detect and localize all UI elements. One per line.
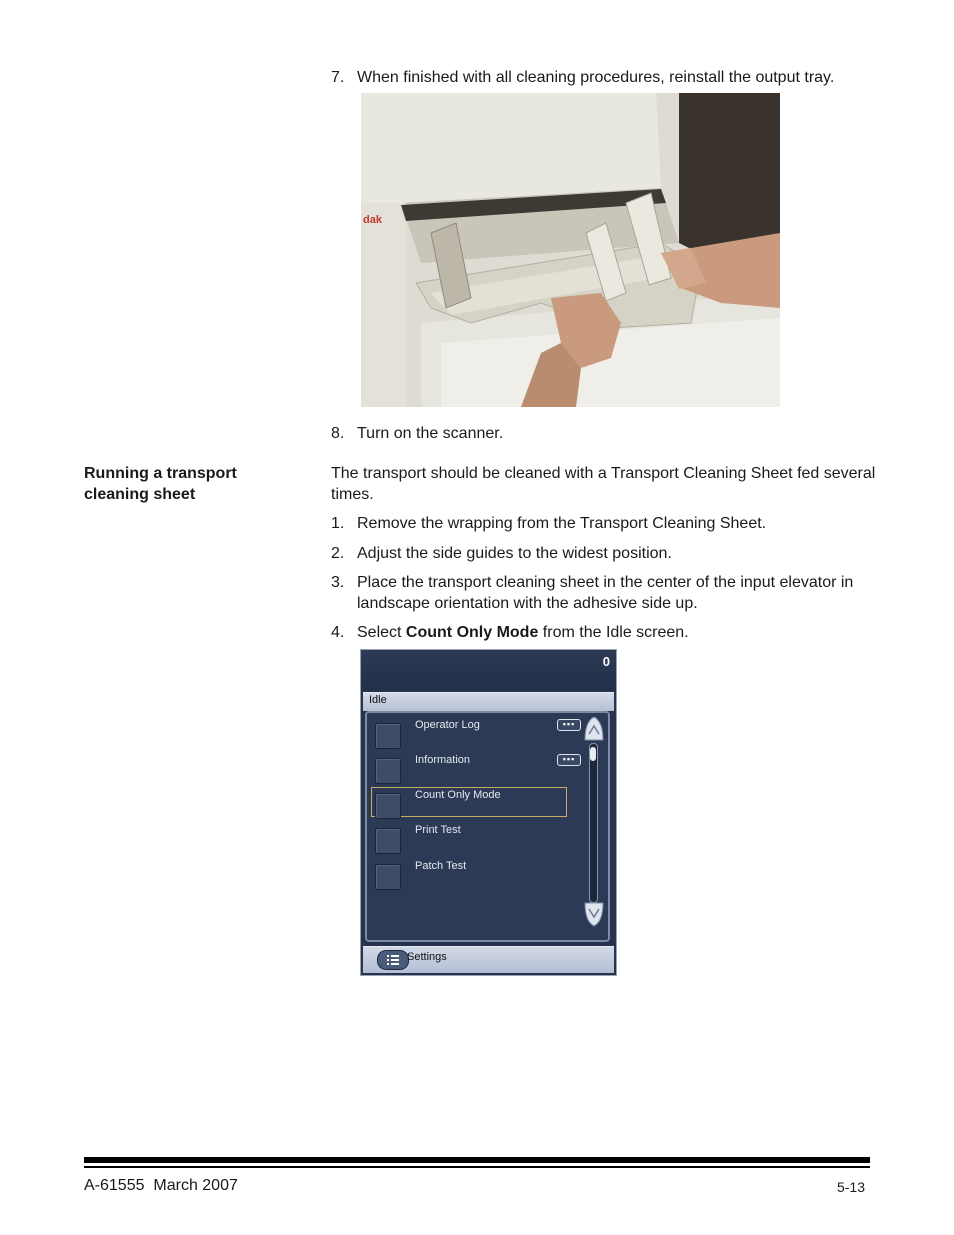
more-options-icon[interactable]: ▪▪▪ bbox=[557, 754, 581, 766]
step-text: Turn on the scanner. bbox=[357, 425, 504, 442]
step-number: 1. bbox=[331, 515, 345, 532]
step-number: 3. bbox=[331, 574, 345, 591]
screen-title-bar bbox=[363, 692, 614, 711]
item-checkbox[interactable] bbox=[375, 864, 401, 890]
menu-item-patch-test[interactable] bbox=[371, 858, 571, 888]
menu-item-label: Operator Log bbox=[415, 719, 480, 731]
list-settings-icon bbox=[378, 951, 408, 969]
section-intro: The transport should be cleaned with a Transport Cleaning Sheet fed several times. bbox=[331, 465, 876, 503]
menu-item-count-only-mode[interactable] bbox=[371, 787, 567, 817]
step-number: 4. bbox=[331, 624, 345, 641]
step-number: 7. bbox=[331, 69, 345, 86]
screen-footer-bar bbox=[363, 946, 614, 973]
section-heading: Running a transport cleaning sheet bbox=[84, 465, 237, 503]
menu-item-operator-log[interactable] bbox=[371, 717, 571, 747]
scanner-idle-screen bbox=[360, 649, 617, 976]
item-checkbox[interactable] bbox=[375, 723, 401, 749]
step-number: 2. bbox=[331, 545, 345, 562]
brand-logo: dak bbox=[363, 214, 382, 226]
step-text: Remove the wrapping from the Transport Cleaning Sheet. bbox=[357, 515, 767, 532]
menu-panel bbox=[365, 711, 610, 942]
scroll-up-icon[interactable] bbox=[583, 716, 605, 742]
scanner-photo-illustration bbox=[361, 93, 780, 407]
page-counter: 0 bbox=[602, 654, 610, 669]
step-number: 8. bbox=[331, 425, 345, 442]
settings-label: Settings bbox=[407, 951, 447, 963]
document-id-date: A-61555 March 2007 bbox=[84, 1177, 238, 1194]
step-text-pre: Select bbox=[357, 624, 406, 641]
footer-rule-thin bbox=[84, 1166, 870, 1168]
step-text bbox=[357, 622, 877, 643]
scrollbar-track[interactable] bbox=[589, 743, 598, 903]
item-checkbox[interactable] bbox=[375, 828, 401, 854]
screen-title: Idle bbox=[369, 694, 387, 706]
menu-item-label: Information bbox=[415, 754, 471, 766]
menu-item-label: Print Test bbox=[415, 824, 461, 836]
settings-button[interactable] bbox=[377, 950, 409, 970]
menu-item-label: Patch Test bbox=[415, 860, 467, 872]
output-tray-photo bbox=[361, 93, 780, 407]
menu-item-print-test[interactable] bbox=[371, 822, 571, 852]
more-options-icon[interactable]: ▪▪▪ bbox=[557, 719, 581, 731]
menu-item-information[interactable] bbox=[371, 752, 571, 782]
item-checkbox[interactable] bbox=[375, 758, 401, 784]
screen-header bbox=[361, 650, 616, 690]
scrollbar-thumb[interactable] bbox=[590, 747, 596, 761]
step-text-post: from the Idle screen. bbox=[538, 624, 689, 641]
menu-item-label: Count Only Mode bbox=[415, 789, 501, 801]
step-text: Adjust the side guides to the widest position. bbox=[357, 545, 672, 562]
step-text: When finished with all cleaning procedures, reinstall the output tray. bbox=[357, 69, 835, 86]
step-text: Place the transport cleaning sheet in the center of the input elevator in landscape orientation with the adhesive side up. bbox=[357, 574, 854, 612]
item-checkbox[interactable] bbox=[375, 793, 401, 819]
footer-rule-thick bbox=[84, 1157, 870, 1163]
count-only-mode-emphasis: Count Only Mode bbox=[405, 624, 539, 641]
page-number: 5-13 bbox=[836, 1179, 865, 1195]
scroll-down-icon[interactable] bbox=[583, 901, 605, 927]
